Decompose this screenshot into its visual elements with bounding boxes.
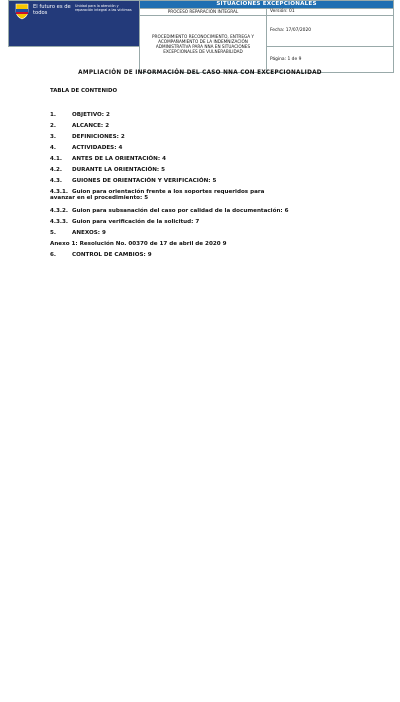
logo-block [9,1,140,47]
toc-entry-guion-subsanacion[interactable]: 4.3.2. Guion para subsanación del caso por calidad de la documentación: 6 [50,208,289,214]
toc-entry-definiciones[interactable]: 3. DEFINICIONES: 2 [50,134,125,140]
document-header [8,0,394,73]
toc-entry-guion-soportes[interactable]: 4.3.1. Guion para orientación frente a los soportes requeridos para avanzar en el procedimiento: 5 [50,189,265,201]
government-motto: El futuro es de todos [33,4,71,16]
process-name: PROCESO REPARACIÓN INTEGRAL [140,9,267,16]
toc-entry-durante-orientacion[interactable]: 4.2. DURANTE LA ORIENTACIÓN: 5 [50,167,166,173]
toc-entry-anexo-1[interactable]: Anexo 1: Resolución No. 00370 de 17 de abril de 2020 9 [50,241,227,247]
toc-entry-objetivo[interactable]: 1. OBJETIVO: 2 [50,112,110,118]
toc-entry-alcance[interactable]: 2. ALCANCE: 2 [50,123,110,129]
toc-entry-anexos[interactable]: 5. ANEXOS: 9 [50,230,106,236]
procedure-name: PROCEDIMIENTO RECONOCIMIENTO, ENTREGA Y ACOMPAÑAMIENTO DE LA INDEMNIZACIÓN ADMINISTRATIVA PARA NNA EN SITUACIONES EXCEPCIONALES DE VULNERABILIDAD [140,16,267,73]
toc-heading: TABLA DE CONTENIDO [50,88,118,94]
toc-entry-control-cambios[interactable]: 6. CONTROL DE CAMBIOS: 9 [50,252,152,258]
page-label: Página: 1 de 9 [267,47,394,73]
version-label: Versión: 01 [267,9,394,16]
header-top-title: SITUACIONES EXCEPCIONALES [140,1,394,9]
toc-entry-guiones[interactable]: 4.3. GUIONES DE ORIENTACIÓN Y VERIFICACIÓN: 5 [50,178,217,184]
unit-name: Unidad para la atención y reparación integral a las víctimas [75,4,132,13]
table-of-contents [50,112,361,263]
document-title: AMPLIACIÓN DE INFORMACIÓN DEL CASO NNA CON EXCEPCIONALIDAD [78,70,322,76]
date-label: Fecha: 17/07/2020 [267,16,394,47]
toc-entry-antes-orientacion[interactable]: 4.1. ANTES DE LA ORIENTACIÓN: 4 [50,156,166,162]
coat-of-arms-icon [15,3,29,20]
toc-entry-actividades[interactable]: 4. ACTIVIDADES: 4 [50,145,123,151]
toc-entry-guion-verificacion[interactable]: 4.3.3. Guion para verificación de la solicitud: 7 [50,219,200,225]
